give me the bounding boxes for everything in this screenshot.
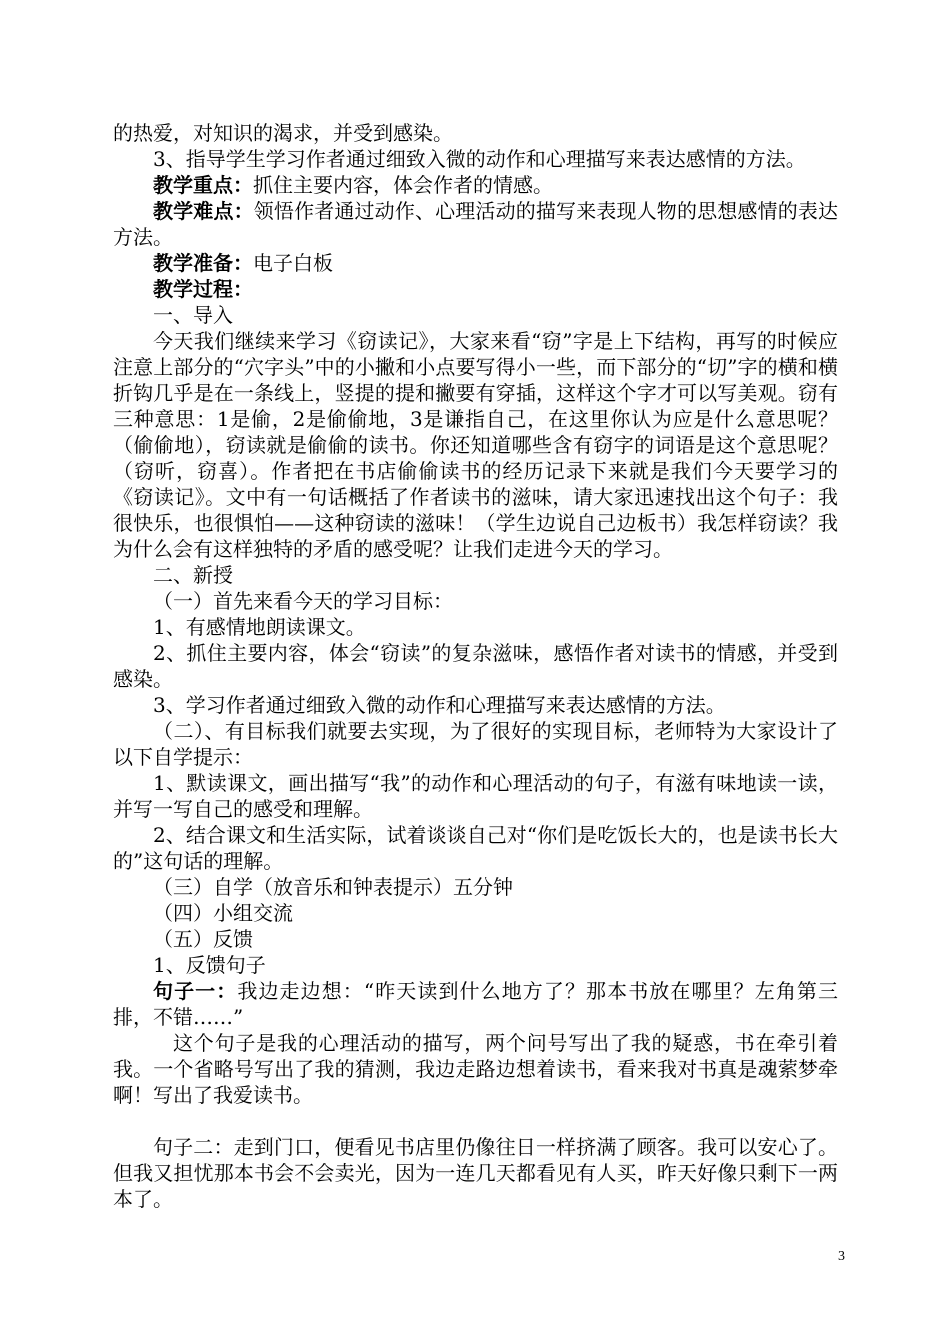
paragraph-text: 句子二：走到门口，便看见书店里仍像往日一样挤满了顾客。我可以安心了。但我又担忧那本书会不会卖光，因为一连几天都看见有人买，昨天好像只剩下一两本了。 (113, 1135, 838, 1211)
paragraph-text: （三）自学（放音乐和钟表提示）五分钟 (153, 875, 513, 899)
paragraph-text: 3、学习作者通过细致入微的动作和心理描写来表达感情的方法。 (153, 693, 726, 717)
paragraph (113, 172, 838, 198)
paragraph (113, 718, 838, 770)
paragraph (113, 276, 838, 302)
paragraph-text: 领悟作者通过动作、心理活动的描写来表现人物的思想感情的表达方法。 (113, 199, 839, 249)
paragraph (113, 640, 838, 692)
paragraph-text: 今天我们继续来学习《窃读记》，大家来看“窃”字是上下结构，再写的时候应注意上部分的“穴字头”中的小撇和小点要写得小一些，而下部分的“切”字的横和横折钩几乎是在一条线上，竖提的提和撇要有穿插，这样这个字才可以写美观。窃有三种意思：1是偷，2是偷偷地，3是谦指自己，在这里你认为应是什么意思呢？（偷偷地），窃读就是偷偷的读书。你还知道哪些含有窃字的词语是这个意思呢？（窃听，窃喜）。作者把在书店偷偷读书的经历记录下来就是我们今天要学习的《窃读记》。文中有一句话概括了作者读书的滋味，请大家迅速找出这个句子：我很快乐，也很惧怕——这种窃读的滋味！（学生边说自己边板书）我怎样窃读？我为什么会有这样独特的矛盾的感受呢？让我们走进今天的学习。 (113, 329, 838, 561)
section-label: 教学过程： (153, 277, 253, 301)
paragraph-text: 1、反馈句子 (153, 953, 266, 977)
paragraph-text: 这个句子是我的心理活动的描写，两个问号写出了我的疑惑，书在牵引着我。一个省略号写出了我的猜测，我边走路边想着读书，看来我对书真是魂萦梦牵啊！写出了我爱读书。 (113, 1031, 838, 1107)
paragraph-text: 一、导入 (153, 303, 233, 327)
section-label: 教学重点： (153, 173, 253, 197)
paragraph (113, 692, 838, 718)
paragraph (113, 978, 838, 1030)
paragraph (113, 562, 838, 588)
paragraph (113, 302, 838, 328)
paragraph (113, 198, 838, 250)
paragraph-text: （二）、有目标我们就要去实现，为了很好的实现目标，老师特为大家设计了以下自学提示： (113, 719, 838, 769)
paragraph-text: 的热爱，对知识的渴求，并受到感染。 (113, 121, 453, 145)
paragraph-text: 电子白板 (253, 251, 333, 275)
paragraph-text: 我边走边想：“昨天读到什么地方了？那本书放在哪里？左角第三排，不错……” (113, 979, 839, 1029)
paragraph (113, 328, 838, 562)
paragraph-text: 2、结合课文和生活实际，试着谈谈自己对“你们是吃饭长大的，也是读书长大的”这句话的理解。 (113, 823, 838, 873)
paragraph (113, 614, 838, 640)
paragraph-text: （五）反馈 (153, 927, 253, 951)
paragraph (113, 952, 838, 978)
paragraph-text: 2、抓住主要内容，体会“窃读”的复杂滋味，感悟作者对读书的情感，并受到感染。 (113, 641, 838, 691)
paragraph (113, 120, 838, 146)
paragraph (113, 900, 838, 926)
paragraph-text: 1、默读课文，画出描写“我”的动作和心理活动的句子，有滋有味地读一读，并写一写自己的感受和理解。 (113, 771, 838, 821)
paragraph-text: 1、有感情地朗读课文。 (153, 615, 366, 639)
paragraph-text: （一）首先来看今天的学习目标： (153, 589, 453, 613)
paragraph (113, 588, 838, 614)
paragraph-text: 抓住主要内容，体会作者的情感。 (253, 173, 553, 197)
paragraph-text: 3、指导学生学习作者通过细致入微的动作和心理描写来表达感情的方法。 (153, 147, 806, 171)
document-body (113, 120, 838, 1212)
paragraph (113, 822, 838, 874)
page-number: 3 (838, 1249, 845, 1264)
paragraph (113, 250, 838, 276)
section-label: 教学难点： (153, 199, 254, 223)
blank-line (113, 1108, 838, 1134)
paragraph-text: （四）小组交流 (153, 901, 293, 925)
section-label: 教学准备： (153, 251, 253, 275)
section-label: 句子一： (153, 979, 238, 1003)
paragraph-text: 二、新授 (153, 563, 233, 587)
paragraph (113, 770, 838, 822)
paragraph (113, 1030, 838, 1108)
paragraph (113, 1134, 838, 1212)
paragraph (113, 926, 838, 952)
paragraph (113, 146, 838, 172)
paragraph (113, 874, 838, 900)
